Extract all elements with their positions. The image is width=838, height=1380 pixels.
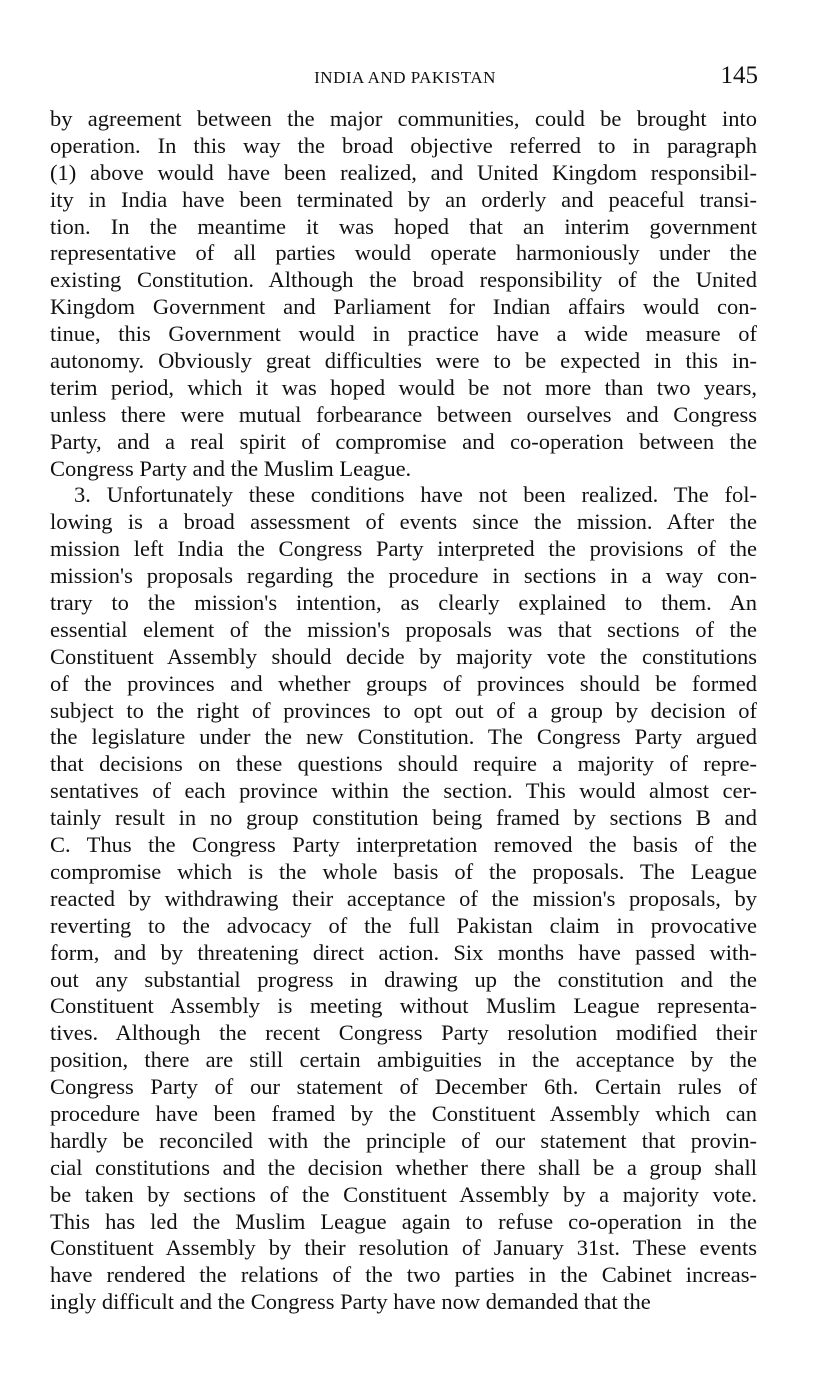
text-line: mission's proposals regarding the procedure in sections in a way con- xyxy=(50,563,757,589)
running-title: INDIA AND PAKISTAN xyxy=(314,68,496,87)
text-line: be taken by sections of the Constituent Assembly by a majority vote. xyxy=(50,1181,757,1207)
text-line: autonomy. Obviously great difficulties were to be expected in this in- xyxy=(50,348,757,374)
text-line: by agreement between the major communities, could be brought into xyxy=(50,106,757,131)
text-line: terim period, which it was hoped would be not more than two years, xyxy=(50,374,757,400)
text-line: compromise which is the whole basis of the proposals. The League xyxy=(50,858,757,884)
text-line: C. Thus the Congress Party interpretation removed the basis of the xyxy=(50,832,757,858)
text-line: tinue, this Government would in practice have a wide measure of xyxy=(50,321,757,347)
text-line: ingly difficult and the Congress Party have now demanded that the xyxy=(50,1289,651,1315)
text-line: subject to the right of provinces to opt out of a group by decision of xyxy=(50,697,757,723)
text-line: Congress Party of our statement of December 6th. Certain rules of xyxy=(50,1074,757,1100)
text-line: Congress Party and the Muslim League. xyxy=(50,455,412,481)
text-line: Party, and a real spirit of compromise and co-operation between the xyxy=(50,428,757,454)
text-line: mission left India the Congress Party interpreted the provisions of the xyxy=(50,536,757,562)
paragraph xyxy=(50,482,757,1316)
text-line: Kingdom Government and Parliament for Indian affairs would con- xyxy=(50,294,757,320)
text-line: operation. In this way the broad objective referred to in paragraph xyxy=(50,132,757,158)
text-line: that decisions on these questions should require a majority of repre- xyxy=(50,751,757,777)
text-line: tives. Although the recent Congress Party resolution modified their xyxy=(50,1020,757,1046)
text-line: essential element of the mission's proposals was that sections of the xyxy=(50,616,757,642)
text-line: trary to the mission's intention, as clearly explained to them. An xyxy=(50,590,757,616)
text-line: unless there were mutual forbearance between ourselves and Congress xyxy=(50,401,757,427)
text-line: (1) above would have been realized, and United Kingdom responsibil- xyxy=(50,159,757,185)
page-number: 145 xyxy=(720,62,758,89)
text-line: reverting to the advocacy of the full Pakistan claim in provocative xyxy=(50,912,757,938)
paragraph xyxy=(50,106,757,482)
text-line: 3. Unfortunately these conditions have not been realized. The fol- xyxy=(74,482,757,508)
text-line: Constituent Assembly should decide by majority vote the constitutions xyxy=(50,643,757,669)
text-line: out any substantial progress in drawing up the constitution and the xyxy=(50,966,757,992)
text-line: representative of all parties would operate harmoniously under the xyxy=(50,240,757,266)
text-line: procedure have been framed by the Constituent Assembly which can xyxy=(50,1100,757,1126)
text-line: position, there are still certain ambiguities in the acceptance by the xyxy=(50,1047,757,1073)
text-line: lowing is a broad assessment of events since the mission. After the xyxy=(50,509,757,535)
text-line: sentatives of each province within the section. This would almost cer- xyxy=(50,778,757,804)
text-line: cial constitutions and the decision whether there shall be a group shall xyxy=(50,1154,757,1180)
text-line: Constituent Assembly is meeting without Muslim League representa- xyxy=(50,993,757,1019)
text-line: tainly result in no group constitution being framed by sections B and xyxy=(50,805,757,831)
body-text xyxy=(50,106,757,1316)
text-line: This has led the Muslim League again to refuse co-operation in the xyxy=(50,1208,757,1234)
running-head xyxy=(52,62,758,96)
text-line: hardly be reconciled with the principle of our statement that provin- xyxy=(50,1127,757,1153)
text-line: ity in India have been terminated by an orderly and peaceful transi- xyxy=(50,186,757,212)
text-line: have rendered the relations of the two parties in the Cabinet increas- xyxy=(50,1262,757,1288)
text-line: reacted by withdrawing their acceptance of the mission's proposals, by xyxy=(50,885,757,911)
text-line: of the provinces and whether groups of provinces should be formed xyxy=(50,670,757,696)
text-line: form, and by threatening direct action. Six months have passed with- xyxy=(50,939,757,965)
text-line: the legislature under the new Constitution. The Congress Party argued xyxy=(50,724,757,750)
text-line: Constituent Assembly by their resolution of January 31st. These events xyxy=(50,1235,757,1261)
text-line: existing Constitution. Although the broad responsibility of the United xyxy=(50,267,757,293)
text-line: tion. In the meantime it was hoped that an interim government xyxy=(50,213,757,239)
